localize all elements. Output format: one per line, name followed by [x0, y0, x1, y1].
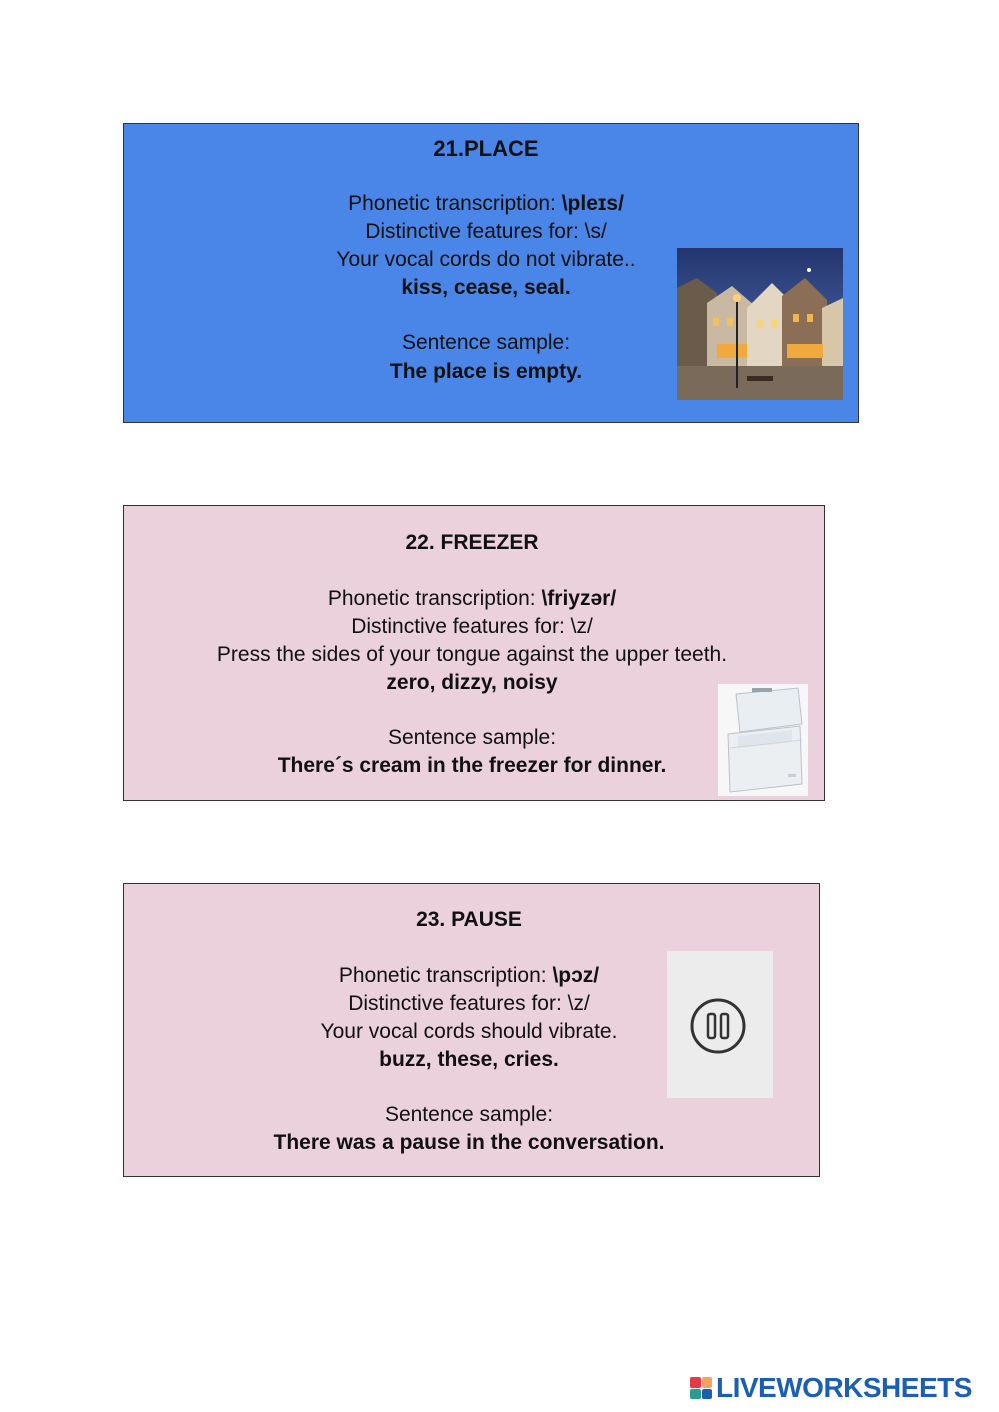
sample-sentence: There´s cream in the freezer for dinner.	[277, 754, 667, 777]
logo-mark-icon	[690, 1377, 712, 1399]
transcription-line	[124, 190, 848, 218]
word-card-freezer	[123, 505, 825, 801]
transcription-value: \friyzər/	[541, 587, 617, 610]
town-square-photo	[677, 248, 843, 400]
instruction-line: Press the sides of your tongue against the upper teeth.	[216, 643, 728, 666]
transcription-label: Phonetic transcription:	[327, 587, 542, 610]
transcription-label: Phonetic transcription:	[348, 192, 562, 215]
examples-line: zero, dizzy, noisy	[386, 671, 558, 694]
examples-line: buzz, these, cries.	[379, 1048, 559, 1071]
pause-icon-panel	[667, 951, 773, 1098]
features-line: Distinctive features for: \z/	[348, 992, 590, 1015]
card-title: 21.PLACE	[433, 136, 539, 161]
features-line: Distinctive features for: \z/	[351, 615, 593, 638]
transcription-value: \pɔz/	[552, 964, 600, 987]
sample-sentence: There was a pause in the conversation.	[273, 1131, 665, 1154]
sample-label: Sentence sample:	[384, 1103, 554, 1126]
examples-line: kiss, cease, seal.	[401, 276, 571, 299]
logo-text: LIVEWORKSHEETS	[716, 1372, 972, 1403]
card-title: 23. PAUSE	[416, 908, 522, 931]
chest-freezer-photo	[718, 684, 808, 796]
word-card-place	[123, 123, 859, 423]
instruction-line: Your vocal cords should vibrate.	[320, 1020, 618, 1043]
sample-label: Sentence sample:	[401, 331, 571, 354]
transcription-label: Phonetic transcription:	[338, 964, 553, 987]
instruction-line: Your vocal cords do not vibrate..	[336, 248, 636, 271]
card-title: 22. FREEZER	[405, 531, 539, 554]
pause-icon	[667, 951, 773, 1098]
chest-freezer-illustration	[718, 684, 808, 796]
sample-label: Sentence sample:	[387, 726, 557, 749]
word-card-pause	[123, 883, 820, 1177]
features-line: Distinctive features for: \s/	[365, 220, 607, 243]
transcription-value: \pleɪs/	[561, 192, 624, 215]
liveworksheets-logo	[690, 1372, 972, 1404]
town-square-illustration	[677, 248, 843, 400]
transcription-line	[124, 585, 820, 613]
sample-sentence: The place is empty.	[389, 360, 583, 383]
